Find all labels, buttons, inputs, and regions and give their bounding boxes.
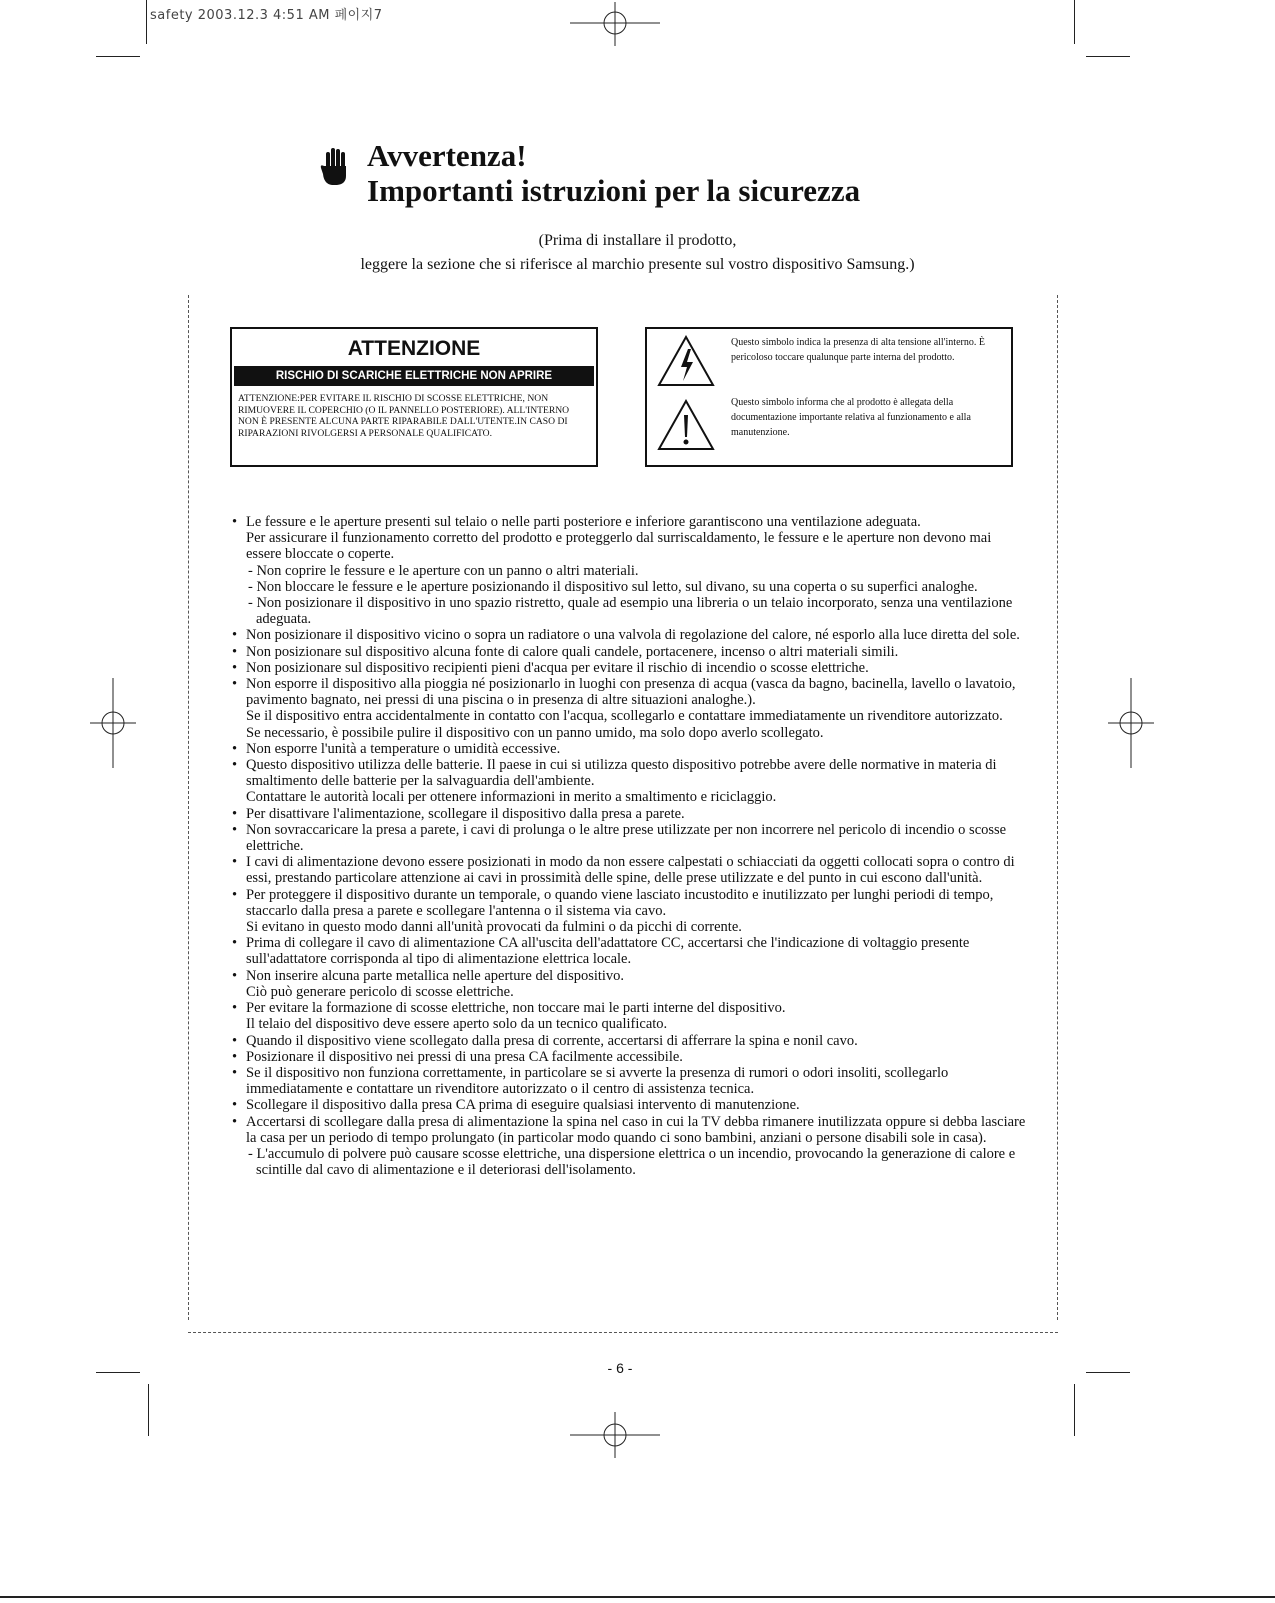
instruction-text: Non esporre il dispositivo alla pioggia né posizionarlo in luoghi con presenza di acqua (vasca da bagno, bacinella, lavello o lavatoio, pavimento bagnato, nei pressi di una piscina o in presenza di altre situazioni analoghe.). bbox=[246, 676, 1016, 709]
instruction-text: Quando il dispositivo viene scollegato dalla presa di corrente, accertarsi di afferrare la spina e nonil cavo. bbox=[246, 1032, 858, 1049]
crop-mark bbox=[1086, 56, 1130, 57]
frame-border-bottom bbox=[188, 1332, 1058, 1333]
instruction-text: Accertarsi di scollegare dalla presa di alimentazione la spina nel caso in cui la TV debba rimanere inutilizzata oppure si debba lasciare la casa per un periodo di tempo prolungato (in particolar modo quando ci sono bambini, anziani o persone disabili sole in casa). bbox=[246, 1113, 1026, 1146]
attention-subtitle-bar: RISCHIO DI SCARICHE ELETTRICHE NON APRIRE bbox=[234, 366, 594, 386]
page-number: - 6 - bbox=[607, 1360, 633, 1376]
crop-mark bbox=[96, 56, 140, 57]
instruction-item bbox=[232, 1033, 1027, 1049]
file-stamp: safety 2003.12.3 4:51 AM 페이지7 bbox=[150, 8, 383, 23]
bullet-icon: • bbox=[232, 1032, 238, 1049]
instruction-item bbox=[232, 806, 1027, 822]
bullet-icon: • bbox=[232, 821, 238, 838]
bullet-icon: • bbox=[232, 967, 238, 984]
instruction-item bbox=[232, 660, 1027, 676]
bullet-icon: • bbox=[232, 1000, 238, 1017]
instruction-subitem: - L'accumulo di polvere può causare scosse elettriche, una dispersione elettrica o un incendio, provocando la generazione di calore e scintille dal cavo di alimentazione e il deteriorasi dell'isolamento. bbox=[248, 1145, 1016, 1179]
registration-mark-left bbox=[90, 678, 136, 768]
instruction-item bbox=[232, 627, 1027, 643]
instruction-continuation: Si evitano in questo modo danni all'unità provocati da fulmini o da picchi di corrente. bbox=[246, 919, 742, 936]
instruction-text: Le fessure e le aperture presenti sul telaio o nelle parti posteriore e inferiore garantiscono una ventilazione adeguata. bbox=[246, 514, 921, 530]
attention-text: ATTENZIONE:PER EVITARE IL RISCHIO DI SCOSSE ELETTRICHE, NON RIMUOVERE IL COPERCHIO (O IL PANNELLO POSTERIORE). ALL'INTERNO NON È PRESENTE ALCUNA PARTE RIPARABILE DALL'UTENTE.IN CASO DI RIPARAZIONI RIVOLGERSI A PERSONALE QUALIFICATO. bbox=[238, 393, 570, 439]
instruction-text: Non sovraccaricare la presa a parete, i cavi di prolunga o le altre prese utilizzate per non incorrere nel pericolo di incendio o scosse elettriche. bbox=[246, 821, 1007, 855]
bullet-icon: • bbox=[232, 643, 238, 660]
instruction-text: Prima di collegare il cavo di alimentazione CA all'uscita dell'adattatore CC, accertarsi che l'indicazione di voltaggio presente sull'adattatore corrisponda al tipo di alimentazione elettrica locale. bbox=[246, 935, 970, 968]
instruction-text: Posizionare il dispositivo nei pressi di una presa CA facilmente accessibile. bbox=[246, 1048, 683, 1065]
bullet-icon: • bbox=[232, 886, 238, 903]
instruction-item bbox=[232, 741, 1027, 757]
instruction-continuation: Se necessario, è possibile pulire il dispositivo con un panno umido, ma solo dopo averlo scollegato. bbox=[246, 724, 824, 741]
instruction-text: Non posizionare sul dispositivo alcuna fonte di calore quali candele, portacenere, incenso o altri materiali simili. bbox=[246, 643, 899, 660]
instruction-text: Se il dispositivo non funziona correttamente, in particolare se si avverte la presenza di rumori o odori insoliti, scollegarlo immediatamente e contattare un rivenditore autorizzato o il centro di assistenza tecnica. bbox=[246, 1064, 949, 1098]
instruction-text: Per disattivare l'alimentazione, scollegare il dispositivo dalla presa a parete. bbox=[246, 805, 685, 822]
instruction-item bbox=[232, 1097, 1027, 1113]
instruction-text: Non inserire alcuna parte metallica nelle aperture del dispositivo. bbox=[246, 967, 625, 984]
instruction-text: Questo dispositivo utilizza delle batterie. Il paese in cui si utilizza questo dispositivo potrebbe avere delle normative in materia di smaltimento delle batterie per la salvaguardia dell'ambiente. bbox=[246, 757, 997, 790]
instruction-item bbox=[232, 822, 1027, 854]
bullet-icon: • bbox=[232, 1064, 238, 1081]
attention-box bbox=[230, 327, 598, 467]
instruction-item bbox=[232, 968, 1027, 1000]
instruction-continuation: Contattare le autorità locali per ottenere informazioni in merito a smaltimento e riciclaggio. bbox=[246, 789, 777, 806]
warning-hand-icon bbox=[320, 146, 350, 188]
instruction-text: Per proteggere il dispositivo durante un temporale, o quando viene lasciato incustodito e inutilizzato per lunghi periodi di tempo, staccarlo dalla presa a parete e scollegare l'antenna o il sistema via cavo. bbox=[246, 886, 994, 919]
instruction-text: Scollegare il dispositivo dalla presa CA prima di eseguire qualsiasi intervento di manutenzione. bbox=[246, 1097, 800, 1114]
instruction-item bbox=[232, 514, 1027, 627]
instruction-continuation: Il telaio del dispositivo deve essere aperto solo da un tecnico qualificato. bbox=[246, 1016, 668, 1033]
frame-border-left bbox=[188, 295, 189, 1320]
bullet-icon: • bbox=[232, 1097, 238, 1114]
crop-mark bbox=[96, 1372, 140, 1373]
instruction-item bbox=[232, 935, 1027, 967]
crop-mark bbox=[148, 1384, 149, 1436]
instruction-text: Non posizionare sul dispositivo recipienti pieni d'acqua per evitare il rischio di incendio o scosse elettriche. bbox=[246, 659, 869, 676]
instructions-list bbox=[232, 514, 1027, 1178]
frame-border-right bbox=[1057, 295, 1058, 1320]
instruction-subitem: - Non posizionare il dispositivo in uno spazio ristretto, quale ad esempio una libreria o un telaio incorporato, senza una ventilazione adeguata. bbox=[248, 595, 1013, 628]
safety-instructions bbox=[232, 514, 1027, 1178]
registration-mark-bottom bbox=[570, 1412, 660, 1458]
bullet-icon: • bbox=[232, 627, 238, 644]
instruction-text: Per evitare la formazione di scosse elettriche, non toccare mai le parti interne del dispositivo. bbox=[246, 1000, 786, 1017]
bullet-icon: • bbox=[232, 740, 238, 757]
instruction-item bbox=[232, 1049, 1027, 1065]
exclamation-warning-icon bbox=[657, 399, 715, 451]
instruction-item bbox=[232, 644, 1027, 660]
page-title: Avvertenza! bbox=[367, 138, 527, 173]
instruction-continuation: Per assicurare il funzionamento corretto del prodotto e proteggerlo dal surriscaldamento, le fessure e le aperture non devono mai essere bloccate o coperte. bbox=[246, 530, 992, 563]
bullet-icon: • bbox=[232, 514, 238, 530]
bullet-icon: • bbox=[232, 676, 238, 693]
intro-line-1: (Prima di installare il prodotto, bbox=[538, 232, 737, 249]
info-symbol-text: Questo simbolo informa che al prodotto è allegata della documentazione importante relativa al funzionamento e alla manutenzione. bbox=[731, 397, 971, 438]
instruction-continuation: Ciò può generare pericolo di scosse elettriche. bbox=[246, 983, 514, 1000]
bullet-icon: • bbox=[232, 935, 238, 952]
registration-mark-top bbox=[570, 2, 660, 46]
bullet-icon: • bbox=[232, 805, 238, 822]
instruction-subitem: - Non bloccare le fessure e le aperture posizionando il dispositivo sul letto, sul divano, su una coperta o su superfici analoghe. bbox=[248, 578, 978, 595]
instruction-text: I cavi di alimentazione devono essere posizionati in modo da non essere calpestati o schiacciati da oggetti collocati sopra o contro di essi, prestando particolare attenzione ai cavi in prossimità delle spine, delle prese utilizzate e del punto in cui escono dall'unità. bbox=[246, 854, 1015, 887]
symbols-box bbox=[645, 327, 1013, 467]
page-subtitle: Importanti istruzioni per la sicurezza bbox=[367, 173, 861, 208]
page-bottom-rule bbox=[0, 1596, 1275, 1598]
crop-mark bbox=[1074, 0, 1075, 44]
bullet-icon: • bbox=[232, 659, 238, 676]
instruction-item bbox=[232, 1000, 1027, 1032]
instruction-item bbox=[232, 887, 1027, 936]
attention-title: ATTENZIONE bbox=[347, 337, 481, 360]
voltage-symbol-text: Questo simbolo indica la presenza di alta tensione all'interno. È pericoloso toccare qualunque parte interna del prodotto. bbox=[731, 337, 985, 363]
high-voltage-warning-icon bbox=[657, 335, 715, 387]
instruction-item bbox=[232, 1065, 1027, 1097]
bullet-icon: • bbox=[232, 757, 238, 774]
instruction-subitem: - Non coprire le fessure e le aperture con un panno o altri materiali. bbox=[248, 562, 639, 579]
instruction-continuation: Se il dispositivo entra accidentalmente in contatto con l'acqua, scollegarlo e contattare immediatamente un rivenditore autorizzato. bbox=[246, 708, 1003, 725]
instruction-item bbox=[232, 676, 1027, 741]
crop-mark bbox=[1086, 1372, 1130, 1373]
intro-line-2: leggere la sezione che si riferisce al marchio presente sul vostro dispositivo Samsung.) bbox=[360, 256, 915, 273]
bullet-icon: • bbox=[232, 1048, 238, 1065]
instruction-item bbox=[232, 854, 1027, 886]
bullet-icon: • bbox=[232, 1113, 238, 1130]
instruction-item bbox=[232, 1114, 1027, 1179]
crop-mark bbox=[1074, 1384, 1075, 1436]
registration-mark-right bbox=[1108, 678, 1154, 768]
instruction-text: Non esporre l'unità a temperature o umidità eccessive. bbox=[246, 740, 561, 757]
crop-mark bbox=[146, 0, 147, 44]
instruction-item bbox=[232, 757, 1027, 806]
instruction-text: Non posizionare il dispositivo vicino o sopra un radiatore o una valvola di regolazione del calore, né esporlo alla luce diretta del sole. bbox=[246, 627, 1020, 644]
bullet-icon: • bbox=[232, 854, 238, 871]
